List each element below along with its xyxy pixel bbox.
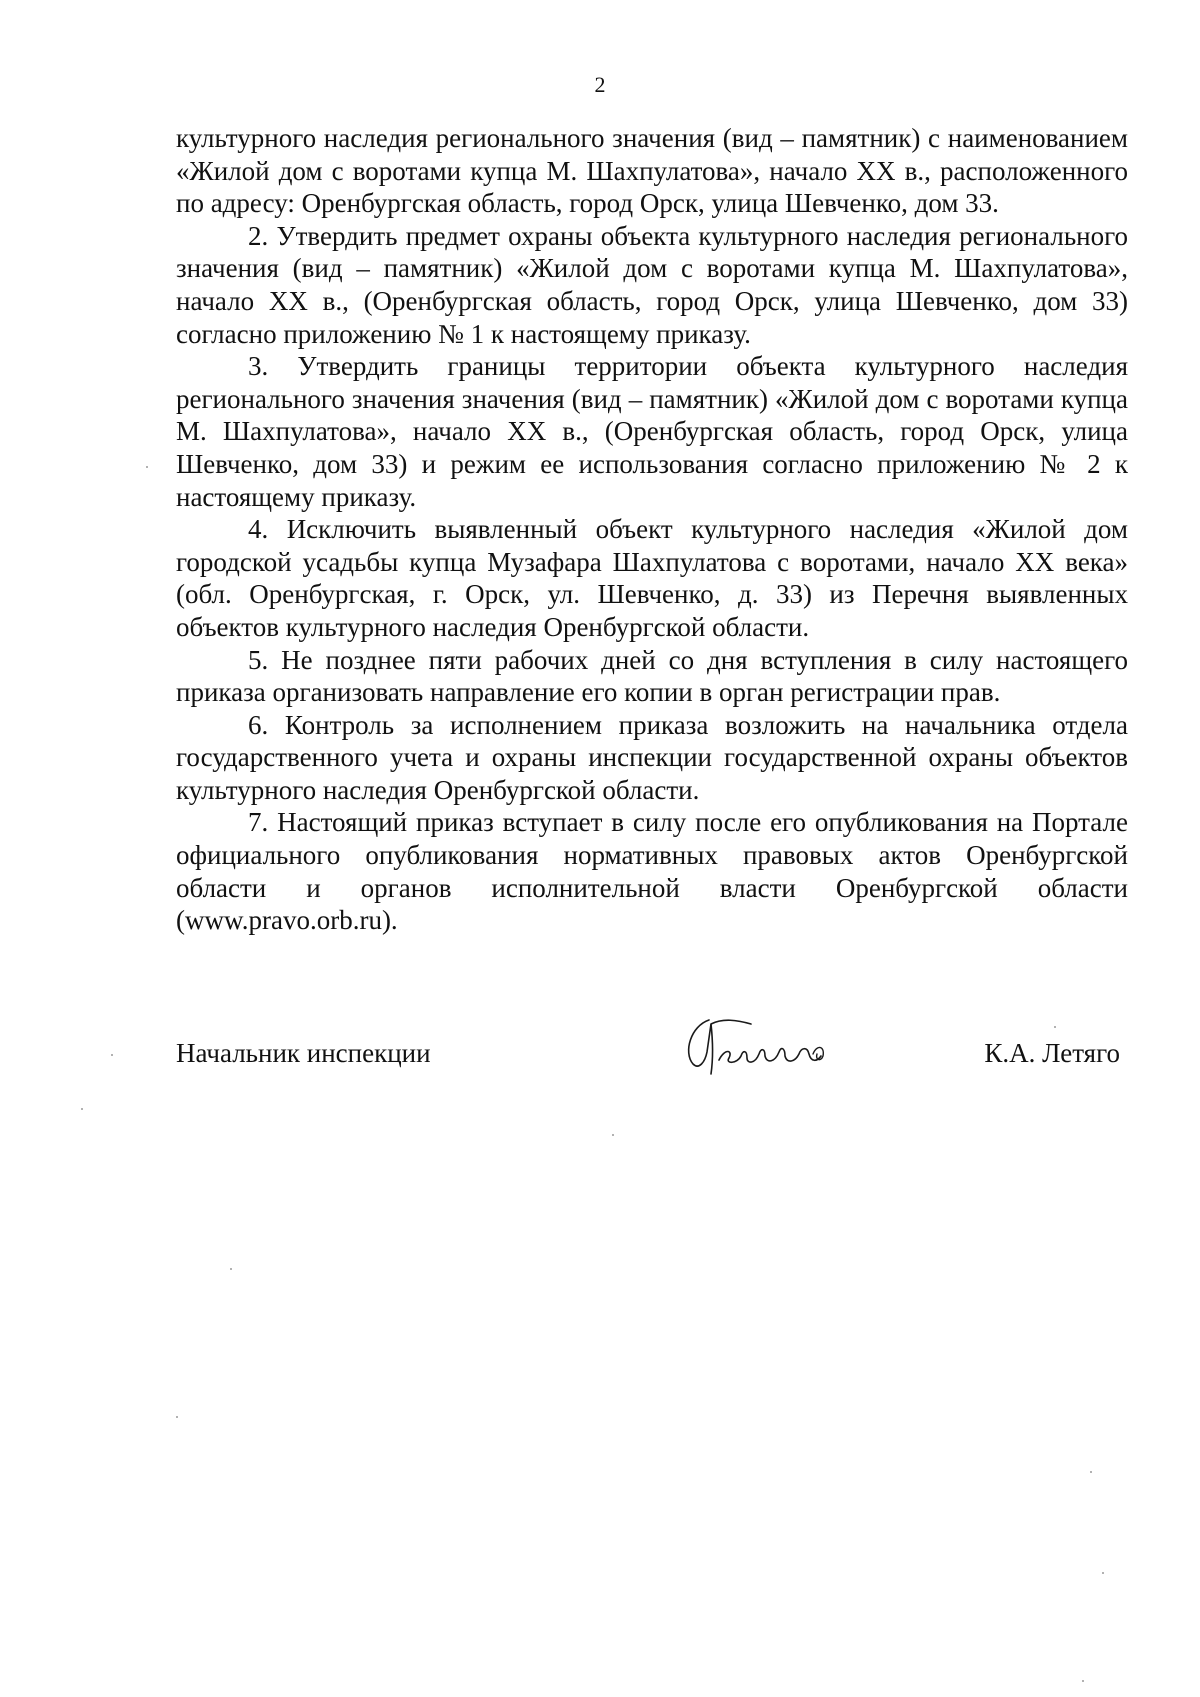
scan-speck [612,1134,614,1136]
scan-speck [1090,1471,1092,1473]
document-body [176,122,1128,937]
scan-speck [176,1416,178,1418]
page-number: 2 [594,72,606,97]
scan-speck [81,1108,83,1110]
paragraph-1-continuation: культурного наследия регионального значения (вид – памятник) с наименованием «Жилой дом с воротами купца М. Шахпулатова», начало XX в., расположенного по адресу: Оренбургская область, город Орск, улица Шевченко, дом 33. [176,123,1128,219]
paragraph-item-5: 5. Не позднее пяти рабочих дней со дня вступления в силу настоящего приказа организовать направление его копии в орган регистрации прав. [176,644,1128,708]
signatory-name: К.А. Летяго [984,1038,1120,1068]
scan-speck [1082,1680,1084,1682]
signatory-title: Начальник инспекции [176,1038,431,1068]
scan-speck [146,466,148,468]
signature-block [176,1012,1128,1092]
paragraph-item-7: 7. Настоящий приказ вступает в силу после его опубликования на Портале официального опубликования нормативных правовых актов Оренбургской области и органов исполнительной власти Оренбургской области (www.pravo.orb.ru). [176,807,1128,936]
paragraph-item-3: 3. Утвердить границы территории объекта культурного наследия регионального значения значения (вид – памятник) «Жилой дом с воротами купца М. Шахпулатова», начало XX в., (Оренбургская область, город Орск, улица Шевченко, дом 33) и режим ее использования согласно приложению № 2 к настоящему приказу. [176,351,1128,512]
paragraph-item-6: 6. Контроль за исполнением приказа возложить на начальника отдела государственного учета и охраны инспекции государственной охраны объектов культурного наследия Оренбургской области. [176,709,1128,805]
scan-speck [111,1054,113,1056]
paragraph-item-2: 2. Утвердить предмет охраны объекта культурного наследия регионального значения (вид – памятник) «Жилой дом с воротами купца М. Шахпулатова», начало XX в., (Оренбургская область, город Орск, улица Шевченко, дом 33) согласно приложению № 1 к настоящему приказу. [176,220,1128,349]
scan-speck [1102,1572,1104,1574]
scan-speck [1054,1026,1056,1028]
scan-speck [230,1268,232,1270]
paragraph-item-4: 4. Исключить выявленный объект культурного наследия «Жилой дом городской усадьбы купца Музафара Шахпулатова с воротами, начало XX века» (обл. Оренбургская, г. Орск, ул. Шевченко, д. 33) из Перечня выявленных объектов культурного наследия Оренбургской области. [176,514,1128,642]
handwritten-signature [681,1012,851,1082]
